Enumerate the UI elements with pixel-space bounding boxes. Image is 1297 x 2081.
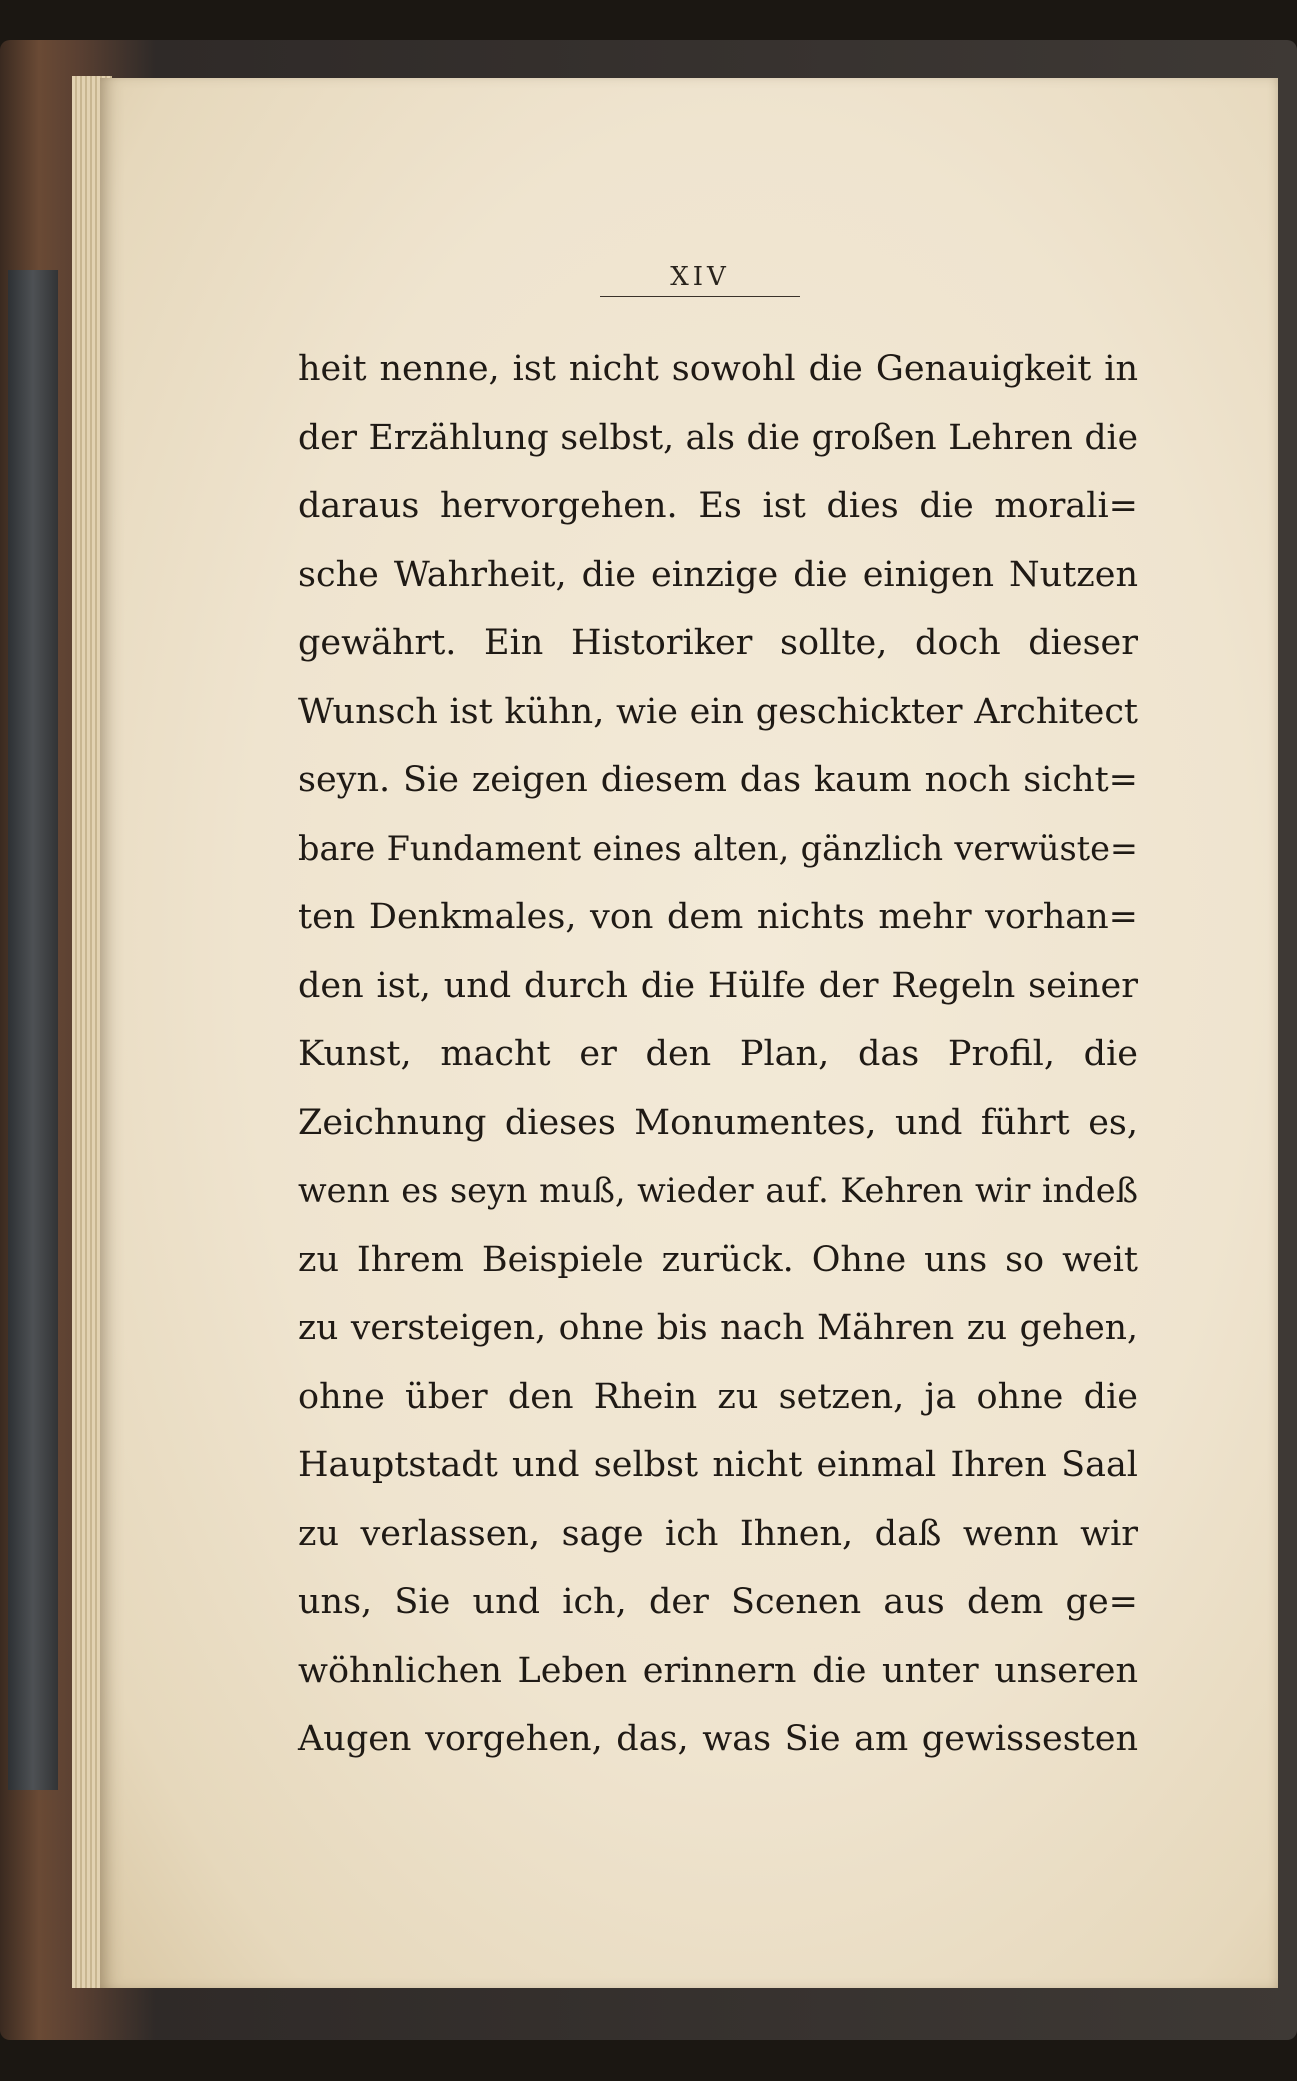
text-line: den ist, und durch die Hülfe der Regeln seiner: [298, 965, 1138, 1006]
text-line: Kunst, macht er den Plan, das Profil, die: [298, 1034, 1138, 1074]
header-rule: [600, 296, 800, 297]
text-line: zu verlassen, sage ich Ihnen, daß wenn wir: [298, 1513, 1138, 1554]
text-line: wöhnlichen Leben erinnern die unter unseren: [298, 1650, 1138, 1691]
text-line: der Erzählung selbst, als die großen Lehren die: [298, 417, 1138, 458]
body-text: [298, 335, 1138, 1774]
text-line: sche Wahrheit, die einzige die einigen Nutzen: [298, 554, 1138, 595]
text-line: Zeichnung dieses Monumentes, und führt es,: [298, 1102, 1138, 1143]
text-line: Hauptstadt und selbst nicht einmal Ihren Saal: [298, 1445, 1138, 1485]
text-line: daraus hervorgehen. Es ist dies die morali=: [298, 486, 1138, 526]
text-line: zu versteigen, ohne bis nach Mähren zu gehen,: [298, 1308, 1138, 1348]
text-line: uns, Sie und ich, der Scenen aus dem ge=: [298, 1582, 1138, 1622]
text-line: ohne über den Rhein zu setzen, ja ohne die: [298, 1376, 1138, 1417]
text-line: wenn es seyn muß, wieder auf. Kehren wir indeß: [298, 1171, 1138, 1210]
page-header: [600, 262, 800, 297]
page-number: XIV: [670, 262, 730, 292]
text-line: bare Fundament eines alten, gänzlich verwüste=: [298, 828, 1138, 868]
text-line: seyn. Sie zeigen diesem das kaum noch sicht=: [298, 760, 1138, 800]
text-line: heit nenne, ist nicht sowohl die Genauigkeit in: [298, 349, 1138, 389]
text-line: zu Ihrem Beispiele zurück. Ohne uns so weit: [298, 1239, 1138, 1280]
text-line: Augen vorgehen, das, was Sie am gewissesten: [298, 1719, 1138, 1759]
text-line: Wunsch ist kühn, wie ein geschickter Architect: [298, 691, 1138, 732]
text-line: gewährt. Ein Historiker sollte, doch dieser: [298, 623, 1138, 663]
text-line: ten Denkmales, von dem nichts mehr vorhan=: [298, 897, 1138, 937]
cover-spine-strip: [8, 270, 58, 1790]
